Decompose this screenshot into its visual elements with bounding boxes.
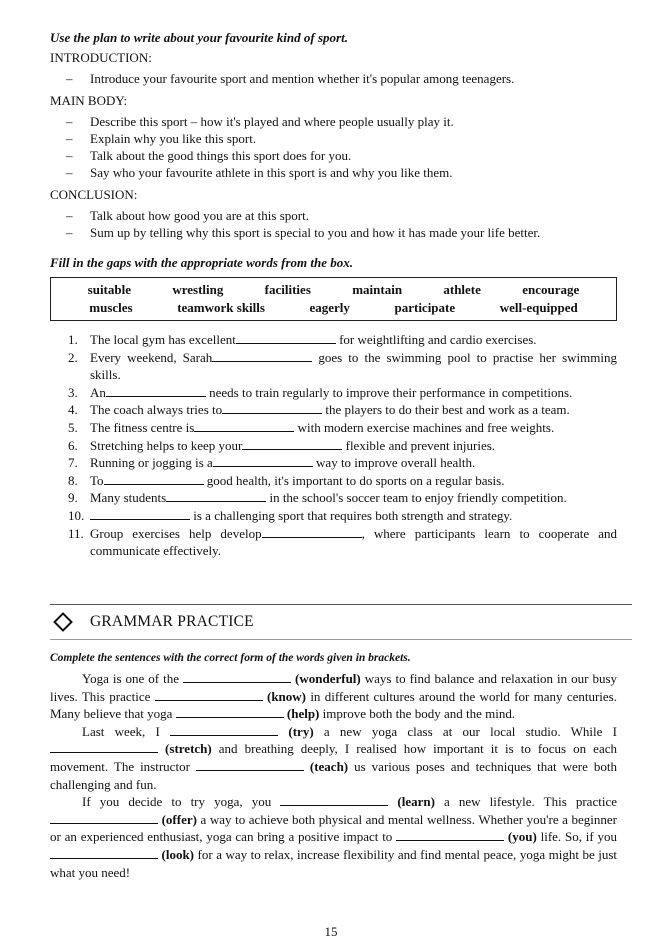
main-body-heading: MAIN BODY: [50,93,128,108]
page-number: 15 [324,924,338,939]
item-text-before: The coach always tries to [90,402,223,418]
answer-blank[interactable] [90,508,190,520]
dash-marker: – [66,131,73,146]
paragraph-text: and breathing deeply, I realised how important it is to focus on each movement. The instructor [50,741,617,774]
item-text-before: An [90,384,106,400]
intro-heading: INTRODUCTION: [50,50,152,65]
item-text-before: Stretching helps to keep your [90,437,243,453]
bracket-hint: (try) [278,723,314,739]
worksheet-page [50,30,617,560]
grammar-paragraph-3 [50,793,617,881]
answer-blank[interactable] [170,724,278,736]
item-number: 4. [68,402,78,418]
item-text-before: Many students [90,490,167,506]
section-divider [50,639,632,640]
list-item: – Introduce your favourite sport and mention whether it's popular among teenagers. [66,71,515,86]
word-box-row-2 [51,299,616,317]
item-number: 10. [68,507,85,523]
word-box-item: muscles [89,300,133,315]
item-number: 8. [68,472,78,488]
answer-blank[interactable] [196,759,304,771]
diamond-icon [53,612,73,632]
gap-fill-item [50,507,617,525]
bracket-hint: (look) [158,846,195,862]
answer-blank[interactable] [213,455,313,467]
answer-blank[interactable] [50,741,158,753]
bracket-hint: (you) [504,829,537,845]
item-text-after: the players to do their best and work as a team. [322,402,570,418]
item-number: 6. [68,437,78,453]
gap-fill-item [50,349,617,384]
list-item: – Say who your favourite athlete in this sport is and why you like them. [66,165,453,180]
grammar-practice-section [50,604,632,640]
item-text-before: Every weekend, Sarah [90,349,213,365]
word-box-item: teamwork skills [177,300,265,315]
bracket-hint: (offer) [158,811,197,827]
paragraph-text: If you decide to try yoga, you [82,794,281,810]
answer-blank[interactable] [104,473,204,485]
bracket-hint: (know) [262,688,307,704]
gap-fill-item [50,525,617,560]
dash-marker: – [66,114,73,129]
word-box-item: athlete [443,282,481,297]
conclusion-list [50,207,617,241]
grammar-task-instruction: Complete the sentences with the correct form of the words given in brackets. [50,652,411,664]
item-number: 1. [68,332,78,347]
grammar-paragraph-1 [50,670,617,723]
answer-blank[interactable] [396,829,504,841]
gap-fill-item [50,419,617,437]
paragraph-text: a new yoga class at our local studio. While I [313,723,617,739]
answer-blank[interactable] [106,385,206,397]
answer-blank[interactable] [50,847,158,859]
item-number: 9. [68,490,78,506]
item-text-after: flexible and prevent injuries. [342,437,496,453]
bracket-hint: (help) [283,706,320,722]
gap-fill-item [50,489,617,507]
paragraph-text: for a way to relax, increase flexibility and find mental peace, yoga might be just what you need! [50,846,618,880]
item-text-after: with modern exercise machines and free weights. [294,419,555,435]
gap-fill-item [50,472,617,490]
item-text-before: The local gym has excellent [90,332,236,347]
bracket-hint: (teach) [303,758,349,774]
gap-fill-list [50,331,617,560]
paragraph-text: ways to find balance and relaxation in our busy lives. This practice [50,671,618,704]
answer-blank[interactable] [280,794,388,806]
answer-blank[interactable] [212,350,312,362]
answer-blank[interactable] [50,812,158,824]
answer-blank[interactable] [183,671,291,683]
gap-fill-item [50,331,617,349]
bracket-hint: (wonderful) [291,671,361,686]
word-box-item: suitable [87,282,131,297]
gap-fill-item [50,454,617,472]
word-box-item: well-equipped [499,300,578,315]
word-box-item: wrestling [172,282,224,297]
list-item: – Talk about how good you are at this sport. [66,208,309,223]
paragraph-text: Last week, I [82,723,171,739]
item-text-after: needs to train regularly to improve their performance in competitions. [205,384,573,400]
item-number: 2. [68,349,78,365]
bracket-hint: (learn) [388,794,435,810]
item-text-before: To [90,472,104,488]
answer-blank[interactable] [166,490,266,502]
item-text-after: is a challenging sport that requires both strength and strategy. [190,507,513,523]
answer-blank[interactable] [176,706,284,718]
dash-marker: – [66,148,73,163]
list-item: – Explain why you like this sport. [66,131,257,146]
list-item: – Sum up by telling why this sport is special to you and how it has made your life better. [66,225,541,240]
item-text-after: for weightlifting and cardio exercises. [335,332,537,347]
main-body-list [50,113,617,181]
item-text-after: way to improve overall health. [312,455,476,471]
dash-marker: – [66,165,73,180]
grammar-paragraph-2 [50,723,617,793]
word-box-item: encourage [522,282,580,297]
paragraph-text: a way to achieve both physical and mental wellness. Whether you're a beginner or an experienced enthusiast, yoga can bring a positive impact to [50,811,617,845]
paragraph-text: a new lifestyle. This practice [434,794,617,810]
paragraph-text: us various poses and techniques that were both challenging and fun. [50,758,617,792]
item-text-after: , where participants learn to cooperate and communicate effectively. [90,525,617,559]
word-box-item: maintain [352,282,403,297]
paragraph-text: in different cultures around the world for many centuries. Many believe that yoga [50,688,617,722]
paragraph-text: life. So, if you [536,829,618,845]
paragraph-text: improve both the body and the mind. [319,706,516,722]
item-number: 7. [68,455,78,471]
answer-blank[interactable] [262,526,362,538]
answer-blank[interactable] [242,438,342,450]
item-text-after: in the school's soccer team to enjoy friendly competition. [266,490,567,506]
list-item: – Describe this sport – how it's played and where people usually play it. [66,114,454,129]
word-box-row-1 [51,281,616,299]
dash-marker: – [66,71,73,86]
conclusion-heading: CONCLUSION: [50,187,138,202]
word-box-item: eagerly [309,300,350,315]
gap-fill-item [50,437,617,455]
bracket-hint: (stretch) [158,741,212,757]
dash-marker: – [66,208,73,223]
item-text-after: good health, it's important to do sports on a regular basis. [203,472,505,488]
item-text-before: Group exercises help develop [90,525,262,541]
item-number: 11. [68,525,84,541]
answer-blank[interactable] [155,689,263,701]
item-text-before: Running or jogging is a [90,455,213,471]
item-text-after: goes to the swimming pool to practise her swimming skills. [90,349,617,383]
answer-blank[interactable] [222,402,322,414]
gap-fill-item [50,384,617,402]
item-number: 3. [68,384,78,400]
grammar-practice-title: GRAMMAR PRACTICE [90,613,254,630]
answer-blank[interactable] [194,420,294,432]
word-box [50,277,617,321]
plan-task-instruction: Use the plan to write about your favourite kind of sport. [50,30,348,45]
item-number: 5. [68,419,78,435]
grammar-practice-body [50,652,617,881]
gap-fill-item [50,401,617,419]
list-item: – Talk about the good things this sport does for you. [66,148,352,163]
dash-marker: – [66,225,73,240]
word-box-item: facilities [264,282,311,297]
item-text-before: The fitness centre is [90,419,195,435]
grammar-practice-header [50,605,632,639]
paragraph-text: Yoga is one of the [82,671,184,686]
intro-list [50,70,617,87]
word-box-item: participate [394,300,456,315]
fill-task-instruction: Fill in the gaps with the appropriate words from the box. [50,255,354,270]
answer-blank[interactable] [236,332,336,344]
